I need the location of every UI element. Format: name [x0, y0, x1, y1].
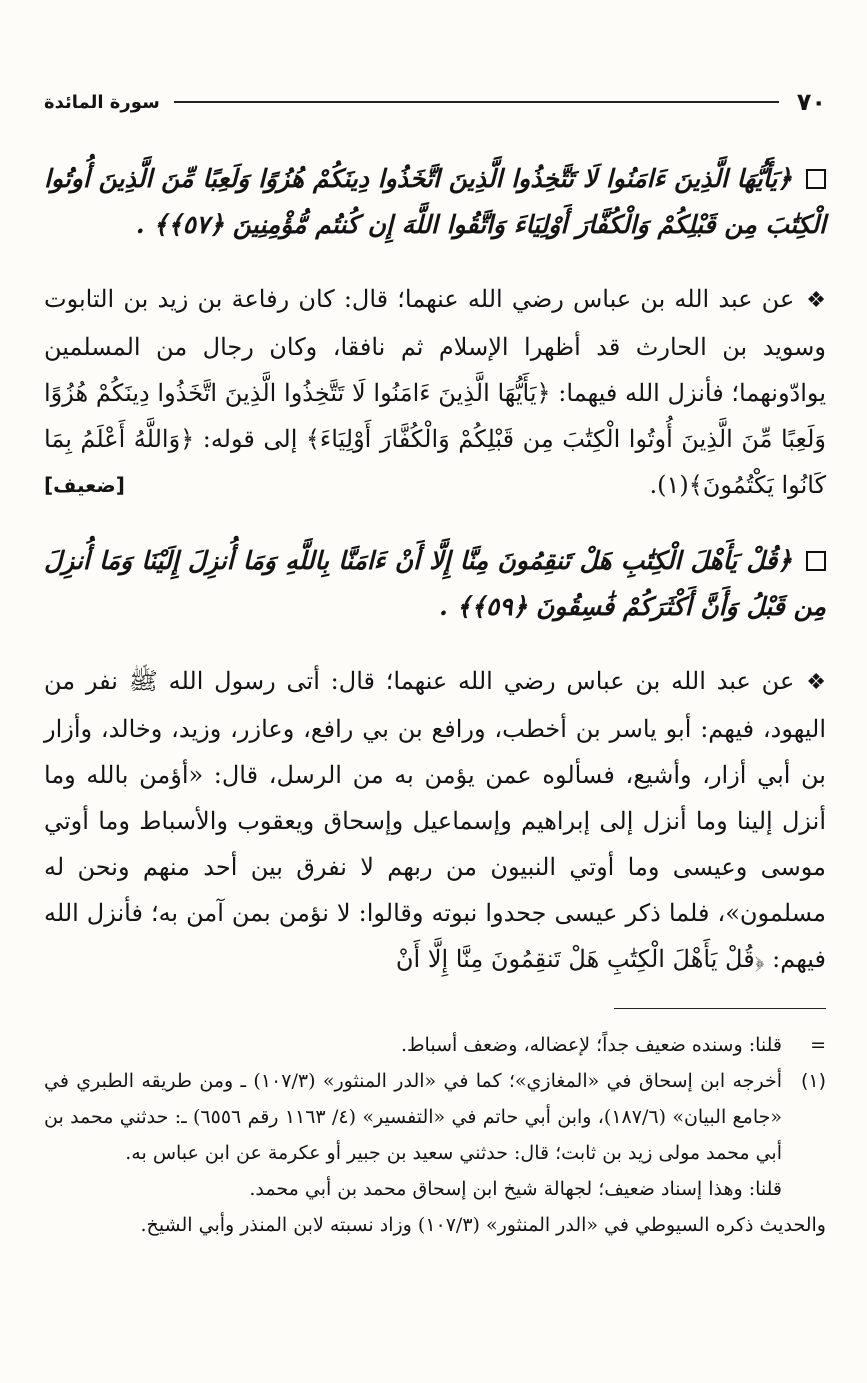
square-box-icon	[806, 551, 826, 571]
diamond-bullet-icon: ❖	[806, 670, 826, 695]
page-number: ٧٠	[796, 88, 826, 116]
footnote-1-text: أخرجه ابن إسحاق في «المغازي»؛ كما في «الدر المنثور» (١٠٧/٣) ـ ومن طريقه الطبري في «جامع البيان» (١٨٧/٦)، وابن أبي حاتم في «التفسير» (٤/ ١١٦٣ رقم ٦٥٥٦) ـ: حدثني محمد بن أبي محمد مولى زيد بن ثابت؛ قال: حدثني سعيد بن جبير أو عكرمة عن ابن عباس به.	[44, 1070, 782, 1164]
verse-59-text: ﴿قُلْ يَأَهْلَ الْكِتَٰبِ هَلْ تَنقِمُونَ مِنَّا إِلَّا أَنْ ءَامَنَّا بِاللَّهِ وَمَا أُنزِلَ إِلَيْنَا وَمَا أُنزِلَ مِن قَبْلُ وَأَنَّ أَكْثَرَكُمْ فَٰسِقُونَ ﴿٥٩﴾﴾ .	[44, 546, 826, 621]
surah-name: سورة المائدة	[44, 91, 160, 113]
hadith-1-text: عن عبد الله بن عباس رضي الله عنهما؛ قال: كان رفاعة بن زيد بن التابوت وسويد بن الحارث قد أظهرا الإسلام ثم نافقا، وكان رجال من المسلمين يوادّونهما؛ فأنزل الله فيهما: ﴿يَأَيُّهَا الَّذِينَ ءَامَنُوا لَا تَتَّخِذُوا الَّذِينَ اتَّخَذُوا دِينَكُمْ هُزُوًا وَلَعِبًا مِّنَ الَّذِينَ أُوتُوا الْكِتَٰبَ مِن قَبْلِكُمْ وَالْكُفَّارَ أَوْلِيَاءَ﴾ إلى قوله: ﴿وَاللَّهُ أَعْلَمُ بِمَا كَانُوا يَكْتُمُونَ﴾(١).	[44, 285, 826, 499]
verse-57-block	[44, 156, 826, 248]
footnote-1	[44, 1063, 826, 1207]
hadith-1-block	[44, 276, 826, 508]
footnote-continuation-text: قلنا: وسنده ضعيف جداً؛ لإعضاله، وضعف أسباط.	[400, 1034, 782, 1056]
footnote-1-body	[44, 1063, 782, 1207]
footnote-1-note: قلنا: وهذا إسناد ضعيف؛ لجهالة شيخ ابن إسحاق محمد بن أبي محمد.	[249, 1178, 782, 1200]
square-box-icon	[806, 169, 826, 189]
footnote-1-extra-text: والحديث ذكره السيوطي في «الدر المنثور» (١٠٧/٣) وزاد نسبته لابن المنذر وأبي الشيخ.	[140, 1214, 826, 1236]
hadith-1-grade: [ضعيف]	[44, 473, 125, 497]
verse-57-text: ﴿يَأَيُّهَا الَّذِينَ ءَامَنُوا لَا تَتَّخِذُوا الَّذِينَ اتَّخَذُوا دِينَكُمْ هُزُوًا وَلَعِبًا مِّنَ الَّذِينَ أُوتُوا الْكِتَٰبَ مِن قَبْلِكُمْ وَالْكُفَّارَ أَوْلِيَاءَ وَاتَّقُوا اللَّهَ إِن كُنتُم مُّؤْمِنِينَ ﴿٥٧﴾﴾ .	[44, 164, 826, 239]
book-page	[44, 78, 826, 1243]
footnote-continuation	[44, 1027, 826, 1063]
hadith-2-text: عن عبد الله بن عباس رضي الله عنهما؛ قال: أتى رسول الله ﷺ نفر من اليهود، فيهم: أبو ياسر بن أخطب، ورافع بن بي رافع، وعازر، وزيد، وخالد، وأزار بن أبي أزار، وأشيع، فسألوه عمن يؤمن به من الرسل، قال: «أؤمن بالله وما أنزل إلينا وما أنزل إلى إبراهيم وإسماعيل وإسحاق ويعقوب والأسباط وما أوتي موسى وعيسى وما أوتي النبيون من ربهم لا نفرق بين أحد منهم ونحن له مسلمون»، فلما ذكر عيسى جحدوا نبوته وقالوا: لا نؤمن بمن آمن به؛ فأنزل الله فيهم: ﴿قُلْ يَأَهْلَ الْكِتَٰبِ هَلْ تَنقِمُونَ مِنَّا إِلَّا أَنْ	[44, 667, 827, 973]
footnote-continuation-mark: =	[810, 1034, 826, 1056]
page-header	[44, 78, 826, 126]
footnote-1-mark: (١)	[800, 1070, 826, 1092]
footnote-1-extra	[44, 1207, 826, 1243]
footnotes	[44, 1027, 826, 1243]
verse-59-block	[44, 538, 826, 630]
diamond-bullet-icon: ❖	[806, 288, 826, 313]
header-rule	[174, 101, 779, 103]
hadith-2-block	[44, 658, 826, 982]
footnote-separator	[44, 1008, 826, 1009]
